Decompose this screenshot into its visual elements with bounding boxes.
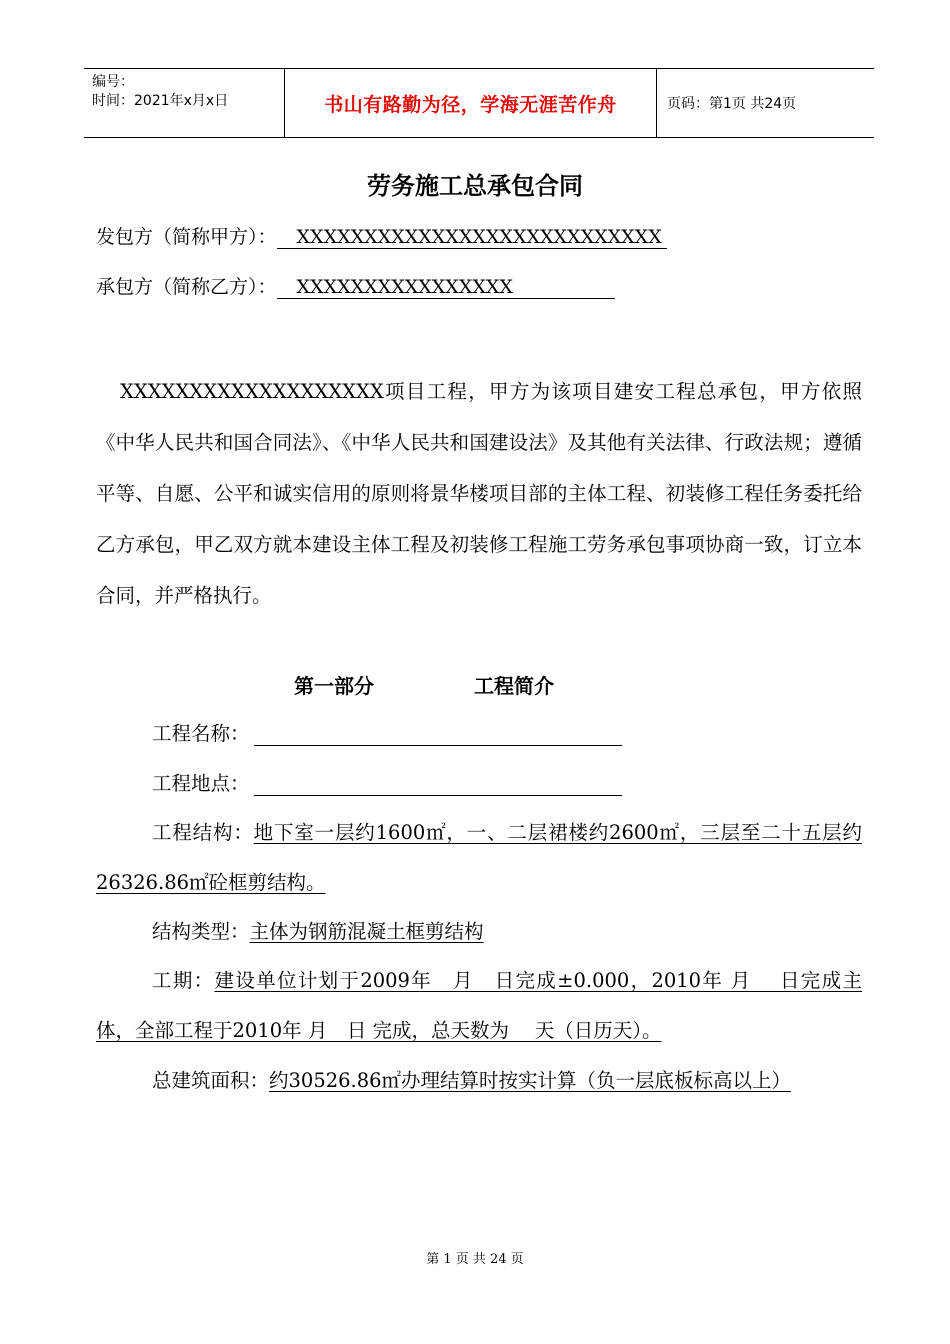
number-label: 编号： [92,74,134,90]
header-motto-cell [285,69,657,137]
structure-type-value: 主体为钢筋混凝土框剪结构 [249,920,484,943]
structure-block [96,808,862,908]
project-location-row [152,768,622,796]
header-motto: 书山有路勤为径，学海无涯苦作舟 [324,93,617,116]
project-location-blank [254,773,622,796]
time-label: 时间：2021年x月x日 [92,93,229,109]
document-title: 劳务施工总承包合同 [367,172,583,200]
structure-label: 工程结构： [152,821,254,844]
structure-value: 地下室一层约1600㎡，一、二层裙楼约2600㎡，三层至二十五层约26326.86㎡砼框剪结构。 [96,821,862,894]
page-header [84,68,874,138]
page-footer: 第 1 页 共 24 页 [426,1252,524,1267]
intro-paragraph: XXXXXXXXXXXXXXXXXXX项目工程，甲方为该项目建安工程总承包，甲方依照《中华人民共和国合同法》、《中华人民共和国建设法》及其他有关法律、行政法规；遵循平等、自愿、公平和诚实信用的原则将景华楼项目部的主体工程、初装修工程任务委托给乙方承包，甲乙双方就本建设主体工程及初装修工程施工劳务承包事项协商一致，订立本合同，并严格执行。 [96,380,862,607]
period-block [96,956,862,1056]
section-part: 第一部分 [294,674,374,698]
area-block [96,1056,862,1106]
party-b-value: XXXXXXXXXXXXXXXX [277,276,615,299]
party-a-value: XXXXXXXXXXXXXXXXXXXXXXXXXXX [277,226,667,249]
period-value: 建设单位计划于2009年 月 日完成±0.000，2010年 月 日完成主体，全部工程于2010年 月 日 完成，总天数为 天（日历天）。 [96,969,862,1042]
area-value: 约30526.86㎡办理结算时按实计算（负一层底板标高以上） [269,1069,792,1092]
project-name-label: 工程名称： [152,722,250,745]
party-b-label: 承包方（简称乙方）： [96,276,277,298]
project-name-row [152,718,622,746]
party-a [96,222,667,249]
header-page-info: 页码：第1页 共24页 [667,96,797,112]
section-name: 工程简介 [474,674,554,698]
project-name-blank [254,723,622,746]
project-location-label: 工程地点： [152,772,250,795]
header-meta [84,69,285,137]
structure-type-label: 结构类型： [152,920,250,943]
structure-type-block [96,907,862,957]
area-label: 总建筑面积： [152,1069,270,1092]
party-a-label: 发包方（简称甲方）： [96,226,277,248]
party-b [96,272,615,299]
period-label: 工期： [152,969,215,992]
